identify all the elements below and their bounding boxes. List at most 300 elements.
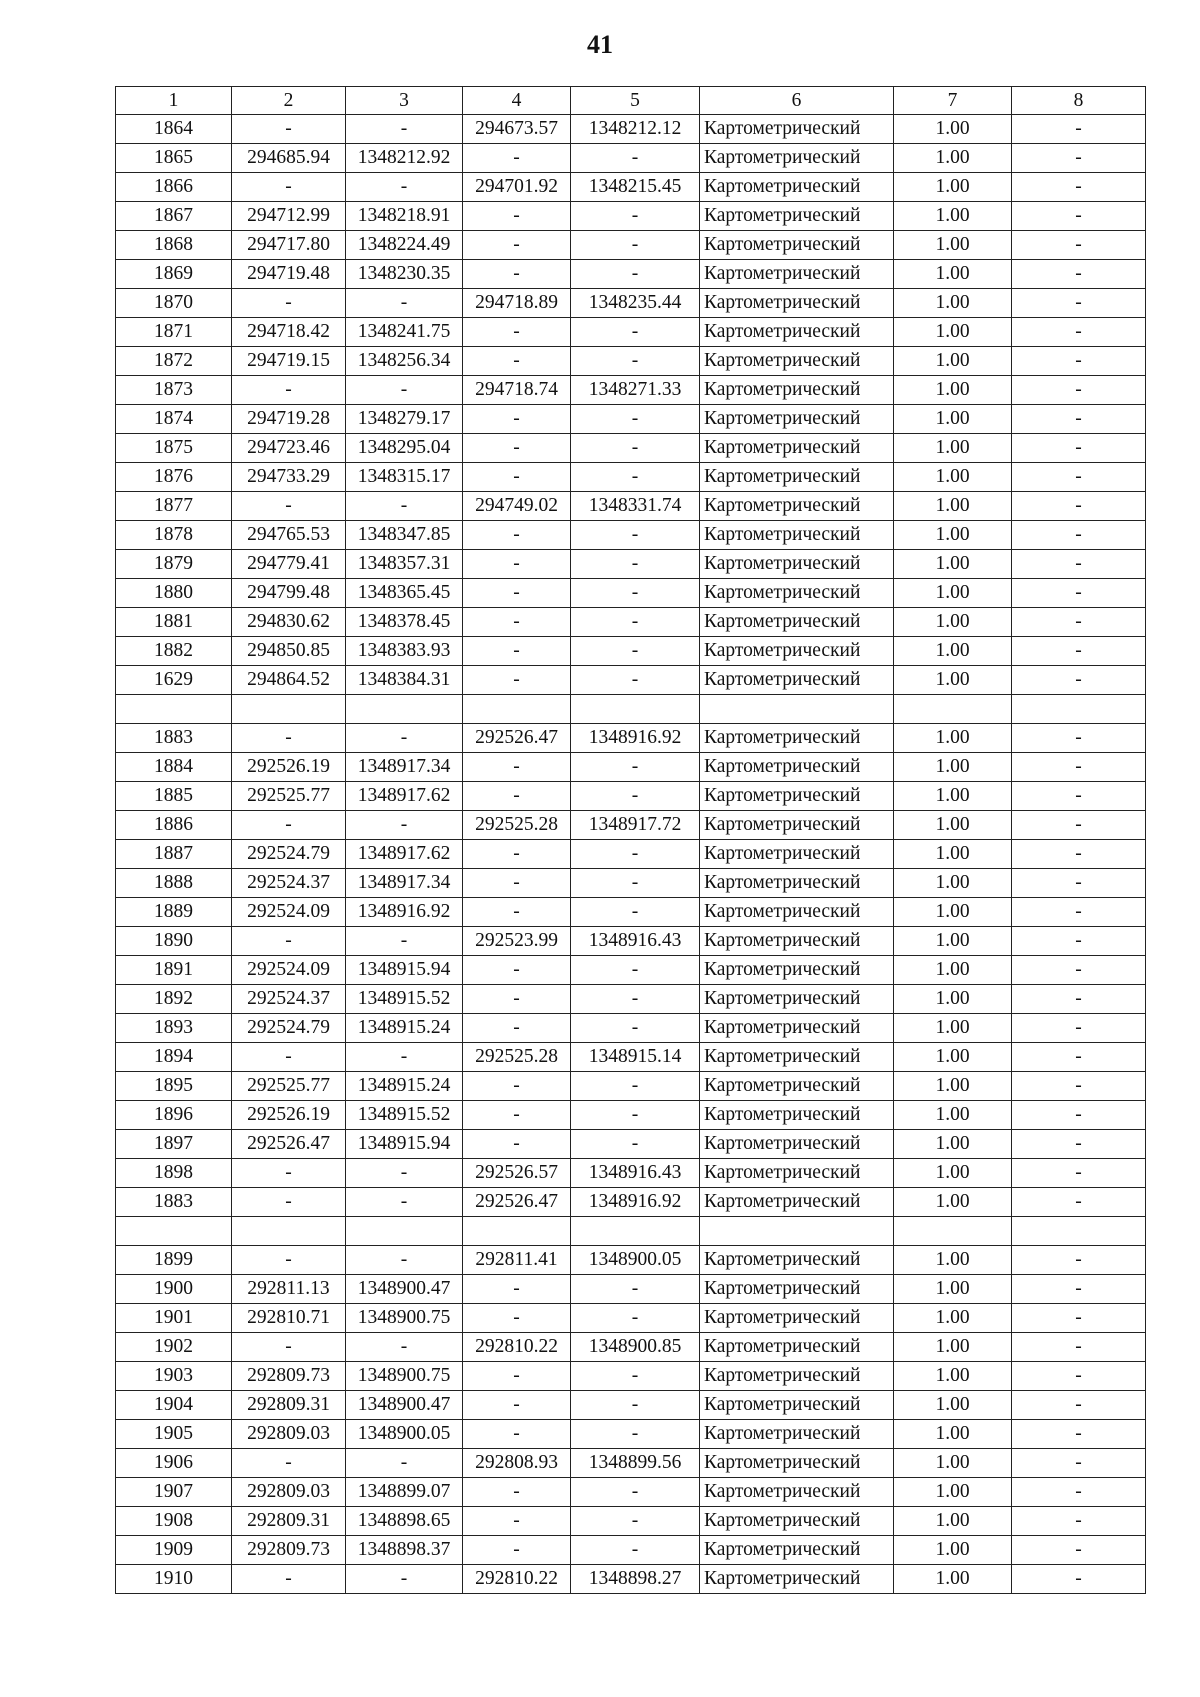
table-cell: 1898: [116, 1159, 232, 1188]
table-cell: -: [1012, 1188, 1146, 1217]
table-cell: -: [232, 115, 346, 144]
table-cell: 292809.03: [232, 1420, 346, 1449]
table-row: [116, 434, 1146, 463]
table-cell: 292526.57: [463, 1159, 571, 1188]
table-cell: Картометрический: [700, 115, 894, 144]
table-cell: 1.00: [894, 1333, 1012, 1362]
table-cell: -: [1012, 898, 1146, 927]
table-cell: -: [1012, 1333, 1146, 1362]
table-cell: 292526.19: [232, 1101, 346, 1130]
table-cell: -: [463, 1391, 571, 1420]
table-cell: Картометрический: [700, 1362, 894, 1391]
table-cell: -: [1012, 840, 1146, 869]
table-cell: -: [463, 1420, 571, 1449]
table-row: [116, 1072, 1146, 1101]
table-cell: 1348915.52: [346, 985, 463, 1014]
table-cell: -: [463, 521, 571, 550]
table-row: [116, 985, 1146, 1014]
table-row: [116, 898, 1146, 927]
table-cell: Картометрический: [700, 318, 894, 347]
table-cell: 1348915.24: [346, 1014, 463, 1043]
table-cell: 292525.28: [463, 1043, 571, 1072]
table-cell: [571, 1217, 700, 1246]
table-row: [116, 550, 1146, 579]
table-cell: 1.00: [894, 347, 1012, 376]
table-row: [116, 1420, 1146, 1449]
table-cell: Картометрический: [700, 492, 894, 521]
table-cell: 1905: [116, 1420, 232, 1449]
table-cell: -: [1012, 144, 1146, 173]
table-cell: 292811.13: [232, 1275, 346, 1304]
table-cell: 1348212.92: [346, 144, 463, 173]
table-cell: -: [463, 985, 571, 1014]
table-cell: -: [463, 1275, 571, 1304]
table-cell: -: [571, 1478, 700, 1507]
table-cell: 1348215.45: [571, 173, 700, 202]
table-cell: -: [1012, 637, 1146, 666]
table-cell: 1348917.34: [346, 753, 463, 782]
table-cell: -: [232, 811, 346, 840]
table-cell: 1348331.74: [571, 492, 700, 521]
table-cell: 294685.94: [232, 144, 346, 173]
table-cell: -: [571, 1130, 700, 1159]
table-cell: 1.00: [894, 1072, 1012, 1101]
table-cell: Картометрический: [700, 347, 894, 376]
table-cell: 1.00: [894, 318, 1012, 347]
table-cell: 1.00: [894, 1362, 1012, 1391]
table-cell: -: [1012, 231, 1146, 260]
table-cell: 1348347.85: [346, 521, 463, 550]
column-header-4: 4: [463, 87, 571, 115]
table-cell: -: [346, 1333, 463, 1362]
table-row: [116, 173, 1146, 202]
table-cell: 1348917.62: [346, 782, 463, 811]
table-cell: 1.00: [894, 724, 1012, 753]
table-cell: 292526.47: [463, 724, 571, 753]
table-cell: 1348256.34: [346, 347, 463, 376]
table-cell: -: [232, 492, 346, 521]
table-cell: -: [571, 579, 700, 608]
table-cell: [894, 695, 1012, 724]
table-cell: 1348224.49: [346, 231, 463, 260]
table-cell: Картометрический: [700, 608, 894, 637]
table-cell: 1348898.37: [346, 1536, 463, 1565]
table-cell: 1882: [116, 637, 232, 666]
table-cell: 1348900.05: [571, 1246, 700, 1275]
table-cell: 1.00: [894, 1565, 1012, 1594]
table-row: [116, 463, 1146, 492]
table-cell: -: [1012, 956, 1146, 985]
column-header-7: 7: [894, 87, 1012, 115]
table-row: [116, 144, 1146, 173]
table-cell: 1348916.92: [571, 1188, 700, 1217]
table-cell: 1348383.93: [346, 637, 463, 666]
table-cell: Картометрический: [700, 173, 894, 202]
table-cell: 294799.48: [232, 579, 346, 608]
table-cell: -: [346, 1043, 463, 1072]
table-cell: 1348218.91: [346, 202, 463, 231]
table-cell: 1895: [116, 1072, 232, 1101]
table-cell: 1881: [116, 608, 232, 637]
table-cell: [116, 695, 232, 724]
column-header-8: 8: [1012, 87, 1146, 115]
table-cell: 1348898.27: [571, 1565, 700, 1594]
table-cell: 1348898.65: [346, 1507, 463, 1536]
table-cell: 1.00: [894, 811, 1012, 840]
table-cell: 294749.02: [463, 492, 571, 521]
table-cell: 294718.89: [463, 289, 571, 318]
table-row: [116, 1333, 1146, 1362]
table-cell: -: [232, 724, 346, 753]
table-cell: 1873: [116, 376, 232, 405]
table-cell: -: [571, 782, 700, 811]
table-row: [116, 492, 1146, 521]
table-cell: -: [463, 318, 571, 347]
table-cell: Картометрический: [700, 898, 894, 927]
table-cell: -: [571, 434, 700, 463]
table-cell: -: [1012, 202, 1146, 231]
table-cell: -: [463, 1536, 571, 1565]
table-cell: -: [463, 1304, 571, 1333]
table-cell: Картометрический: [700, 376, 894, 405]
table-cell: Картометрический: [700, 1130, 894, 1159]
table-cell: -: [1012, 434, 1146, 463]
table-cell: [346, 1217, 463, 1246]
table-cell: -: [346, 115, 463, 144]
table-cell: Картометрический: [700, 1478, 894, 1507]
table-cell: 1.00: [894, 608, 1012, 637]
table-cell: 1883: [116, 724, 232, 753]
table-cell: -: [571, 753, 700, 782]
table-cell: 292526.47: [463, 1188, 571, 1217]
table-row: [116, 405, 1146, 434]
table-cell: -: [571, 1275, 700, 1304]
table-cell: 1348315.17: [346, 463, 463, 492]
table-cell: Картометрический: [700, 1507, 894, 1536]
table-row: [116, 1101, 1146, 1130]
table-cell: Картометрический: [700, 1072, 894, 1101]
table-cell: -: [571, 1014, 700, 1043]
table-cell: 1348916.92: [346, 898, 463, 927]
table-cell: Картометрический: [700, 869, 894, 898]
table-cell: 1.00: [894, 1420, 1012, 1449]
table-cell: 1891: [116, 956, 232, 985]
table-cell: -: [232, 376, 346, 405]
table-cell: -: [571, 347, 700, 376]
table-cell: -: [463, 782, 571, 811]
column-header-3: 3: [346, 87, 463, 115]
table-cell: 1907: [116, 1478, 232, 1507]
table-cell: -: [232, 173, 346, 202]
table-cell: Картометрический: [700, 521, 894, 550]
column-header-6: 6: [700, 87, 894, 115]
table-cell: 292523.99: [463, 927, 571, 956]
table-row: [116, 869, 1146, 898]
table-cell: -: [571, 318, 700, 347]
table-cell: -: [463, 1101, 571, 1130]
table-cell: 1900: [116, 1275, 232, 1304]
table-cell: 294712.99: [232, 202, 346, 231]
table-cell: 1870: [116, 289, 232, 318]
table-cell: 1.00: [894, 782, 1012, 811]
table-row: [116, 753, 1146, 782]
table-separator-row: [116, 695, 1146, 724]
table-cell: 292810.71: [232, 1304, 346, 1333]
table-cell: -: [463, 666, 571, 695]
table-row: [116, 1304, 1146, 1333]
table-cell: -: [571, 1391, 700, 1420]
table-cell: Картометрический: [700, 260, 894, 289]
table-cell: -: [1012, 492, 1146, 521]
table-cell: -: [463, 434, 571, 463]
table-cell: -: [1012, 376, 1146, 405]
table-cell: -: [1012, 521, 1146, 550]
table-cell: -: [1012, 173, 1146, 202]
table-cell: 1876: [116, 463, 232, 492]
table-row: [116, 347, 1146, 376]
table-cell: -: [463, 869, 571, 898]
table-cell: 1.00: [894, 1478, 1012, 1507]
table-cell: 1.00: [894, 956, 1012, 985]
table-cell: Картометрический: [700, 1304, 894, 1333]
table-cell: 1.00: [894, 521, 1012, 550]
table-cell: -: [1012, 1449, 1146, 1478]
table-cell: Картометрический: [700, 927, 894, 956]
table-cell: 1348915.94: [346, 956, 463, 985]
table-cell: 1348279.17: [346, 405, 463, 434]
table-cell: [463, 1217, 571, 1246]
table-cell: Картометрический: [700, 289, 894, 318]
table-cell: -: [1012, 550, 1146, 579]
table-cell: -: [571, 956, 700, 985]
table-cell: 1348916.43: [571, 927, 700, 956]
table-cell: 1348241.75: [346, 318, 463, 347]
table-cell: -: [346, 173, 463, 202]
table-cell: 1.00: [894, 1014, 1012, 1043]
table-cell: 1897: [116, 1130, 232, 1159]
table-cell: [232, 1217, 346, 1246]
table-cell: 1869: [116, 260, 232, 289]
table-cell: 1.00: [894, 463, 1012, 492]
table-cell: -: [1012, 608, 1146, 637]
table-cell: -: [1012, 927, 1146, 956]
table-cell: 1.00: [894, 1246, 1012, 1275]
table-cell: -: [346, 1246, 463, 1275]
table-cell: 294765.53: [232, 521, 346, 550]
table-cell: 292810.22: [463, 1333, 571, 1362]
column-header-5: 5: [571, 87, 700, 115]
table-row: [116, 1507, 1146, 1536]
table-cell: 1348900.47: [346, 1275, 463, 1304]
table-row: [116, 637, 1146, 666]
table-cell: 292809.73: [232, 1536, 346, 1565]
table-cell: -: [1012, 260, 1146, 289]
table-cell: Картометрический: [700, 637, 894, 666]
table-row: [116, 1565, 1146, 1594]
table-cell: -: [346, 1449, 463, 1478]
table-cell: 1.00: [894, 1507, 1012, 1536]
table-cell: Картометрический: [700, 202, 894, 231]
table-cell: -: [1012, 1507, 1146, 1536]
table-cell: Картометрический: [700, 666, 894, 695]
table-cell: -: [1012, 1159, 1146, 1188]
table-cell: 294719.28: [232, 405, 346, 434]
table-cell: -: [463, 260, 571, 289]
table-cell: -: [571, 405, 700, 434]
table-cell: 292809.31: [232, 1391, 346, 1420]
table-cell: 1.00: [894, 1391, 1012, 1420]
table-cell: 1886: [116, 811, 232, 840]
table-row: [116, 579, 1146, 608]
table-cell: [700, 1217, 894, 1246]
table-cell: -: [1012, 724, 1146, 753]
table-cell: 1348915.94: [346, 1130, 463, 1159]
table-cell: Картометрический: [700, 1420, 894, 1449]
table-cell: 1896: [116, 1101, 232, 1130]
table-cell: 292808.93: [463, 1449, 571, 1478]
table-cell: -: [463, 898, 571, 927]
table-cell: -: [346, 289, 463, 318]
table-body: [116, 115, 1146, 1594]
table-cell: 1.00: [894, 753, 1012, 782]
table-cell: -: [1012, 1391, 1146, 1420]
table-cell: 1.00: [894, 115, 1012, 144]
table-cell: [346, 695, 463, 724]
table-cell: 1.00: [894, 840, 1012, 869]
table-cell: -: [232, 1188, 346, 1217]
table-row: [116, 1188, 1146, 1217]
table-cell: Картометрический: [700, 1043, 894, 1072]
table-cell: -: [1012, 1014, 1146, 1043]
table-row: [116, 724, 1146, 753]
column-header-2: 2: [232, 87, 346, 115]
table-cell: 1.00: [894, 869, 1012, 898]
table-row: [116, 608, 1146, 637]
table-cell: 1867: [116, 202, 232, 231]
table-cell: 294718.74: [463, 376, 571, 405]
table-cell: 1.00: [894, 202, 1012, 231]
table-cell: [700, 695, 894, 724]
table-cell: -: [232, 289, 346, 318]
table-cell: -: [1012, 1130, 1146, 1159]
table-cell: [1012, 695, 1146, 724]
table-cell: 1872: [116, 347, 232, 376]
table-cell: -: [571, 666, 700, 695]
table-cell: -: [571, 1420, 700, 1449]
table-cell: 292526.47: [232, 1130, 346, 1159]
table-cell: -: [571, 1304, 700, 1333]
table-row: [116, 1159, 1146, 1188]
table-cell: Картометрический: [700, 1014, 894, 1043]
table-cell: Картометрический: [700, 1391, 894, 1420]
table-cell: 1901: [116, 1304, 232, 1333]
table-cell: -: [571, 1536, 700, 1565]
table-cell: 1871: [116, 318, 232, 347]
table-cell: -: [1012, 811, 1146, 840]
table-cell: -: [346, 724, 463, 753]
table-row: [116, 376, 1146, 405]
table-row: [116, 927, 1146, 956]
table-cell: 1910: [116, 1565, 232, 1594]
table-cell: 1908: [116, 1507, 232, 1536]
table-cell: [463, 695, 571, 724]
table-cell: Картометрический: [700, 1565, 894, 1594]
table-cell: 1348917.62: [346, 840, 463, 869]
table-cell: -: [1012, 579, 1146, 608]
table-cell: 292810.22: [463, 1565, 571, 1594]
table-row: [116, 231, 1146, 260]
table-cell: 292525.77: [232, 1072, 346, 1101]
table-cell: 292525.28: [463, 811, 571, 840]
table-row: [116, 115, 1146, 144]
table-cell: -: [232, 1159, 346, 1188]
table-cell: -: [232, 1449, 346, 1478]
table-cell: 1348271.33: [571, 376, 700, 405]
table-cell: 1890: [116, 927, 232, 956]
table-cell: -: [1012, 666, 1146, 695]
table-cell: Картометрический: [700, 231, 894, 260]
table-row: [116, 1043, 1146, 1072]
table-cell: Картометрический: [700, 956, 894, 985]
table-cell: 1.00: [894, 898, 1012, 927]
table-cell: -: [571, 637, 700, 666]
table-cell: -: [1012, 1362, 1146, 1391]
table-cell: Картометрический: [700, 782, 894, 811]
table-cell: -: [571, 521, 700, 550]
table-cell: 292526.19: [232, 753, 346, 782]
table-cell: -: [571, 840, 700, 869]
table-row: [116, 260, 1146, 289]
table-cell: 292524.79: [232, 1014, 346, 1043]
table-cell: Картометрический: [700, 1333, 894, 1362]
table-cell: 1.00: [894, 1043, 1012, 1072]
table-cell: 292811.41: [463, 1246, 571, 1275]
table-cell: 1.00: [894, 1159, 1012, 1188]
table-cell: 1894: [116, 1043, 232, 1072]
table-cell: 1348900.85: [571, 1333, 700, 1362]
table-cell: 294718.42: [232, 318, 346, 347]
table-cell: Картометрический: [700, 1159, 894, 1188]
table-cell: 294673.57: [463, 115, 571, 144]
table-cell: 1348900.75: [346, 1362, 463, 1391]
table-cell: 1.00: [894, 1449, 1012, 1478]
table-cell: 292524.37: [232, 985, 346, 1014]
table-cell: 1889: [116, 898, 232, 927]
table-cell: -: [1012, 1478, 1146, 1507]
table-cell: -: [1012, 1043, 1146, 1072]
table-cell: -: [463, 347, 571, 376]
table-cell: -: [463, 1478, 571, 1507]
table-cell: 1348235.44: [571, 289, 700, 318]
table-row: [116, 956, 1146, 985]
table-cell: 292809.03: [232, 1478, 346, 1507]
table-cell: 292524.37: [232, 869, 346, 898]
table-cell: -: [1012, 405, 1146, 434]
table-cell: 1348378.45: [346, 608, 463, 637]
table-cell: 1880: [116, 579, 232, 608]
table-cell: -: [1012, 782, 1146, 811]
table-cell: Картометрический: [700, 144, 894, 173]
table-row: [116, 811, 1146, 840]
table-cell: 1902: [116, 1333, 232, 1362]
table-cell: 1906: [116, 1449, 232, 1478]
table-cell: -: [463, 1507, 571, 1536]
table-cell: -: [463, 1014, 571, 1043]
table-cell: 294864.52: [232, 666, 346, 695]
table-cell: 1.00: [894, 1304, 1012, 1333]
table-cell: 1348915.14: [571, 1043, 700, 1072]
table-cell: -: [571, 144, 700, 173]
